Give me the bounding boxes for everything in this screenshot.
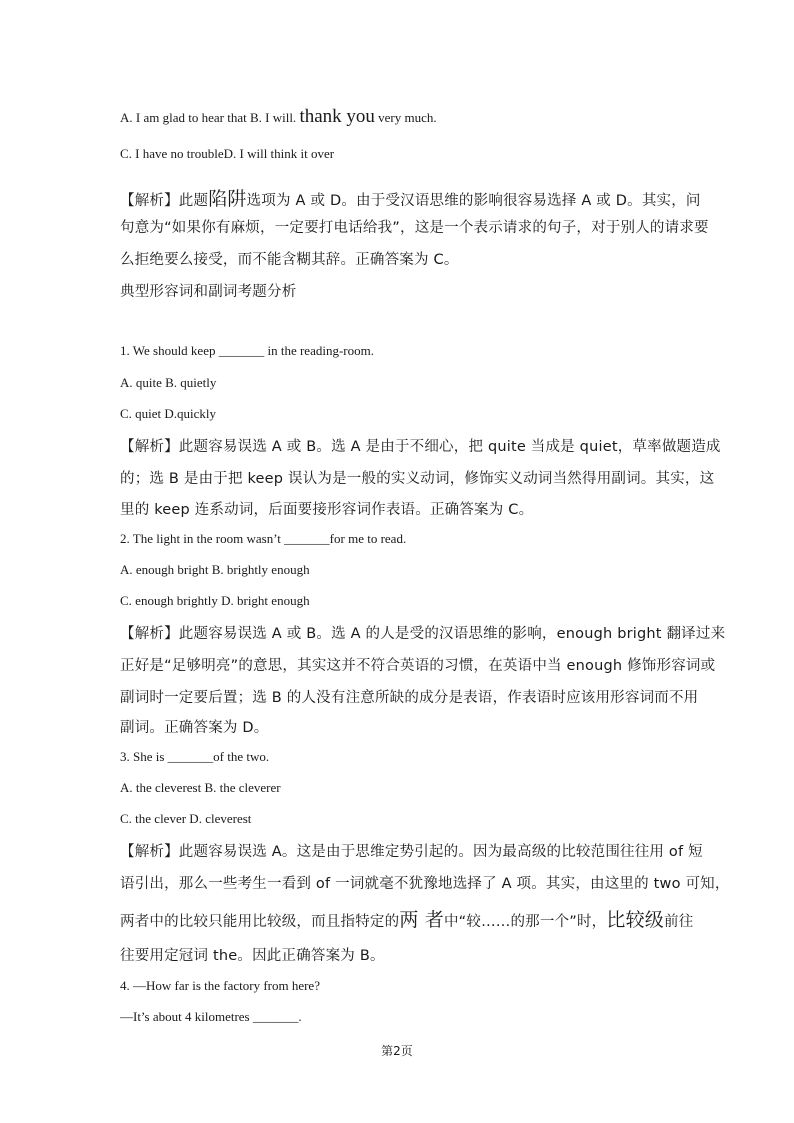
analysis-line bbox=[120, 184, 701, 211]
page-number: 第2页 bbox=[381, 1044, 413, 1058]
option-line: A. quite B. quietly bbox=[120, 375, 217, 390]
analysis-text: 前往 bbox=[664, 914, 694, 930]
analysis-line: 正好是“足够明亮”的意思，其实这并不符合英语的习惯，在英语中当 enough 修饰形容词或 bbox=[120, 658, 716, 674]
option-line-cd: C. I have no troubleD. I will think it over bbox=[120, 146, 335, 161]
section-heading: 典型形容词和副词考题分析 bbox=[120, 284, 297, 300]
option-text-large: thank you bbox=[299, 106, 375, 127]
analysis-line: 的；选 B 是由于把 keep 误认为是一般的实义动词，修饰实义动词当然得用副词。其实，这 bbox=[120, 471, 715, 487]
analysis-text-large: 比较级 bbox=[606, 909, 664, 931]
analysis-text: 选项为 A 或 D。由于受汉语思维的影响很容易选择 A 或 D。其实，问 bbox=[246, 193, 701, 209]
option-line: A. the cleverest B. the cleverer bbox=[120, 780, 281, 795]
analysis-line: 副词时一定要后置；选 B 的人没有注意所缺的成分是表语，作表语时应该用形容词而不用 bbox=[120, 690, 699, 706]
analysis-line: 【解析】此题容易误选 A 或 B。选 A 是由于不细心，把 quite 当成是 quiet，草率做题造成 bbox=[120, 439, 721, 455]
option-line: C. quiet D.quickly bbox=[120, 406, 217, 421]
analysis-text: 中“较……的那一个”时， bbox=[443, 914, 607, 930]
analysis-line bbox=[120, 905, 693, 932]
question-line: 2. The light in the room wasn’t _______for me to read. bbox=[120, 531, 407, 546]
analysis-line: 句意为“如果你有麻烦，一定要打电话给我”，这是一个表示请求的句子，对于别人的请求要 bbox=[120, 220, 709, 236]
analysis-text: 两者中的比较只能用比较级，而且指特定的 bbox=[120, 914, 400, 930]
analysis-line: 副词。正确答案为 D。 bbox=[120, 720, 269, 736]
question-line: 3. She is _______of the two. bbox=[120, 749, 270, 764]
analysis-text-large: 陷阱 bbox=[208, 188, 247, 210]
analysis-line: 里的 keep 连系动词，后面要接形容词作表语。正确答案为 C。 bbox=[120, 502, 534, 518]
question-line: 1. We should keep _______ in the reading-room. bbox=[120, 343, 374, 358]
analysis-text-large: 两 者 bbox=[399, 909, 444, 931]
option-text: very much. bbox=[374, 110, 437, 125]
analysis-line: 【解析】此题容易误选 A 或 B。选 A 的人是受的汉语思维的影响，enough bright 翻译过来 bbox=[120, 626, 726, 642]
option-line: C. enough brightly D. bright enough bbox=[120, 593, 310, 608]
question-line: 4. —How far is the factory from here? bbox=[120, 978, 320, 993]
analysis-line: 语引出，那么一些考生一看到 of 一词就毫不犹豫地选择了 A 项。其实，由这里的 two 可知， bbox=[120, 876, 730, 892]
option-line: C. the clever D. cleverest bbox=[120, 811, 252, 826]
analysis-line: 【解析】此题容易误选 A。这是由于思维定势引起的。因为最高级的比较范围往往用 of 短 bbox=[120, 844, 703, 860]
option-line-ab bbox=[120, 106, 437, 128]
analysis-line: 么拒绝要么接受，而不能含糊其辞。正确答案为 C。 bbox=[120, 252, 459, 268]
option-text: A. I am glad to hear that B. I will. bbox=[120, 110, 300, 125]
option-line: A. enough bright B. brightly enough bbox=[120, 562, 310, 577]
question-line: —It’s about 4 kilometres _______. bbox=[120, 1009, 302, 1024]
analysis-text: 【解析】此题 bbox=[120, 193, 209, 209]
analysis-line: 往要用定冠词 the。因此正确答案为 B。 bbox=[120, 948, 385, 964]
